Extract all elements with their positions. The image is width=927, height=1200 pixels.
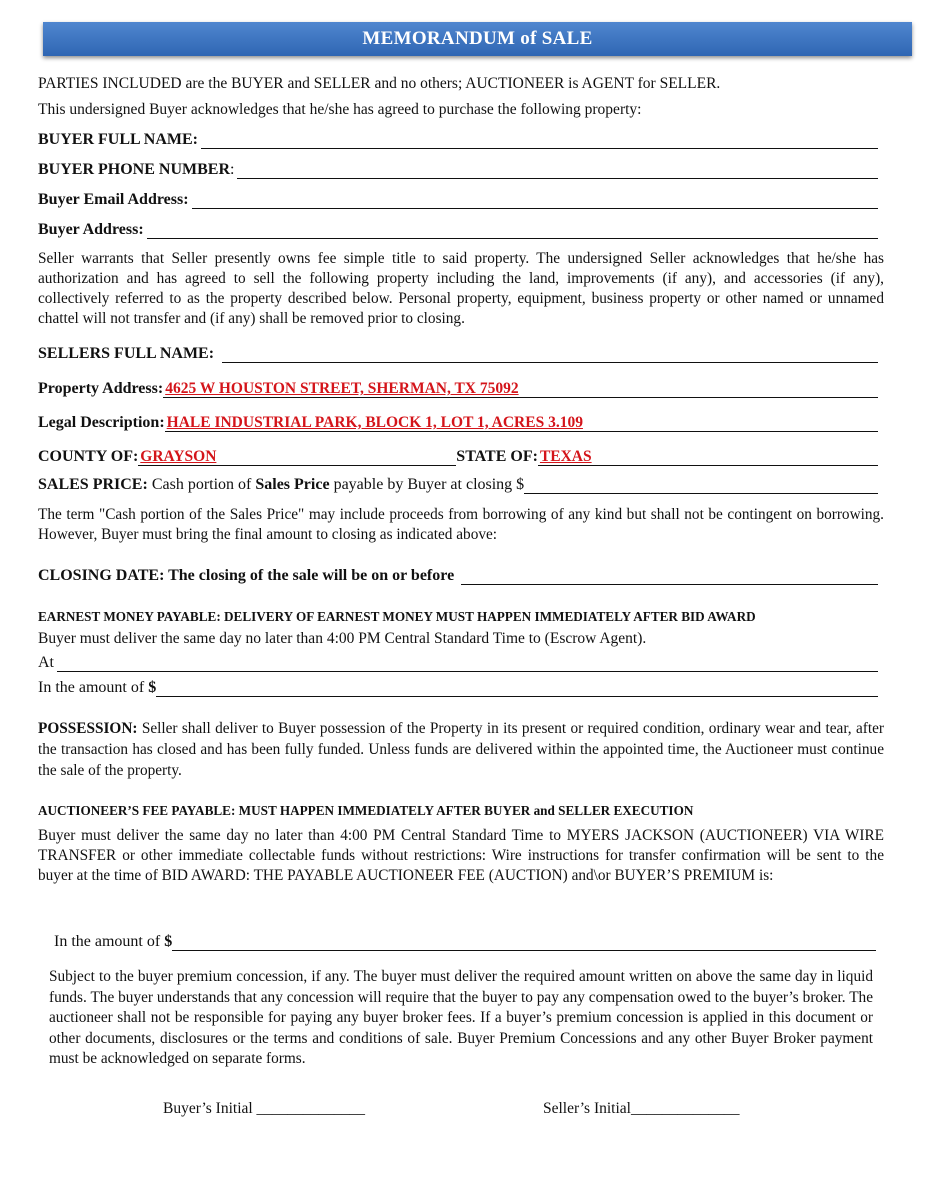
earnest-amount-label: In the amount of xyxy=(38,679,149,696)
form-title: MEMORANDUM of SALE xyxy=(362,28,593,49)
earnest-amount-row xyxy=(38,678,878,697)
county-label: COUNTY OF: xyxy=(38,448,139,465)
county-field[interactable] xyxy=(138,447,456,466)
sales-price-text-b: Sales Price xyxy=(255,476,330,493)
sellers-full-name-row xyxy=(38,344,878,363)
buyer-acknowledgement: This undersigned Buyer acknowledges that he/she has agreed to purchase the following property: xyxy=(38,101,642,118)
possession-label: POSSESSION: xyxy=(38,720,138,737)
sales-price-row xyxy=(38,475,878,494)
fee-amount-field[interactable] xyxy=(172,932,876,951)
sales-price-field[interactable] xyxy=(524,475,878,494)
county-value: GRAYSON xyxy=(140,448,217,465)
legal-description-label: Legal Description: xyxy=(38,414,165,431)
property-address-value: 4625 W HOUSTON STREET, SHERMAN, TX 75092 xyxy=(165,380,519,397)
form-title-banner xyxy=(43,22,912,56)
premium-concession-paragraph: Subject to the buyer premium concession, if any. The buyer must deliver the required amount written on above the same day in liquid funds. The buyer understands that any concession will require that the buyer to pay any compensation owed to the buyer’s broker. The auctioneer shall not be responsible for paying any buyer broker fees. If a buyer’s premium concession is applied in this document or other documents, disclosures or the terms and conditions of sale. Buyer Premium Concessions and any other Buyer Broker payment must be acknowledged on separate forms. xyxy=(49,968,873,1067)
buyer-email-label: Buyer Email Address: xyxy=(38,191,189,208)
buyer-full-name-field[interactable] xyxy=(201,130,878,149)
auctioneer-fee-heading: AUCTIONEER’S FEE PAYABLE: MUST HAPPEN IMMEDIATELY AFTER BUYER and SELLER EXECUTION xyxy=(38,803,694,818)
sellers-full-name-field[interactable] xyxy=(222,344,878,363)
buyer-full-name-row xyxy=(38,130,878,149)
closing-date-row xyxy=(38,566,878,585)
buyer-phone-colon: : xyxy=(230,161,235,178)
buyer-initial[interactable]: Buyer’s Initial ______________ xyxy=(163,1100,366,1117)
fee-amount-label: In the amount of xyxy=(54,933,165,950)
auctioneer-fee-paragraph: Buyer must deliver the same day no later than 4:00 PM Central Standard Time to MYERS JACKSON (AUCTIONEER) VIA WIRE TRANSFER or other immediate collectable funds without restrictions: Wire instructions for transfer confirmation will be sent to the buyer at the time of BID AWARD: THE PAYABLE AUCTIONEER FEE (AUCTION) and\or BUYER’S PREMIUM is: xyxy=(38,827,884,884)
county-state-row xyxy=(38,447,878,466)
earnest-amount-field[interactable] xyxy=(156,678,878,697)
closing-date-field[interactable] xyxy=(461,566,878,585)
seller-warranty-paragraph: Seller warrants that Seller presently owns fee simple title to said property. The undersigned Seller acknowledges that he/she has authorization and has agreed to sell the following property including the land, improvements (if any), and accessories (if any), collectively referred to as the property described below. Personal property, equipment, business property or other named or unnamed chattel will not transfer and (if any) shall be removed prior to closing. xyxy=(38,250,884,327)
earnest-at-row xyxy=(38,653,878,672)
legal-description-value: HALE INDUSTRIAL PARK, BLOCK 1, LOT 1, ACRES 3.109 xyxy=(166,414,583,431)
sellers-full-name-label: SELLERS FULL NAME: xyxy=(38,345,215,362)
earnest-at-label: At xyxy=(38,654,54,671)
buyer-phone-field[interactable] xyxy=(237,160,878,179)
sales-price-note: The term "Cash portion of the Sales Price" may include proceeds from borrowing of any kind but shall not be contingent on borrowing. However, Buyer must bring the final amount to closing as indicated above: xyxy=(38,506,884,543)
state-label: STATE OF: xyxy=(456,448,538,465)
buyer-full-name-label: BUYER FULL NAME: xyxy=(38,131,199,148)
closing-date-label: CLOSING DATE: The closing of the sale will be on or before xyxy=(38,567,459,584)
legal-description-field[interactable] xyxy=(165,413,878,432)
property-address-label: Property Address: xyxy=(38,380,164,397)
buyer-address-label: Buyer Address: xyxy=(38,221,144,238)
buyer-phone-row xyxy=(38,160,878,179)
parties-statement: PARTIES INCLUDED are the BUYER and SELLER and no others; AUCTIONEER is AGENT for SELLER. xyxy=(38,75,721,92)
buyer-address-row xyxy=(38,220,878,239)
possession-paragraph xyxy=(38,718,884,781)
state-value: TEXAS xyxy=(539,448,592,465)
fee-amount-row xyxy=(54,932,876,951)
fee-amount-symbol: $ xyxy=(164,933,173,950)
earnest-money-instruction: Buyer must deliver the same day no later than 4:00 PM Central Standard Time to (Escrow Agent). xyxy=(38,630,647,647)
property-address-row xyxy=(38,379,878,398)
buyer-phone-label: BUYER PHONE NUMBER xyxy=(38,161,231,178)
buyer-email-field[interactable] xyxy=(192,190,878,209)
sales-price-text-c: payable by Buyer at closing $ xyxy=(329,476,525,493)
buyer-address-field[interactable] xyxy=(147,220,878,239)
buyer-email-row xyxy=(38,190,878,209)
possession-text: Seller shall deliver to Buyer possession of the Property in its present or required condition, ordinary wear and tear, after the transaction has closed and has been fully funded. Unless funds are delivered within the appointed time, the Auctioneer must continue the sale of the property. xyxy=(38,720,884,779)
state-field[interactable] xyxy=(538,447,878,466)
legal-description-row xyxy=(38,413,878,432)
sales-price-label: SALES PRICE: xyxy=(38,476,148,493)
sales-price-text-a: Cash portion of xyxy=(147,476,256,493)
earnest-money-heading: EARNEST MONEY PAYABLE: DELIVERY OF EARNEST MONEY MUST HAPPEN IMMEDIATELY AFTER BID AWARD xyxy=(38,609,756,624)
property-address-field[interactable] xyxy=(163,379,878,398)
earnest-at-field[interactable] xyxy=(57,653,878,672)
seller-initial[interactable]: Seller’s Initial______________ xyxy=(543,1100,740,1117)
earnest-amount-symbol: $ xyxy=(148,679,157,696)
